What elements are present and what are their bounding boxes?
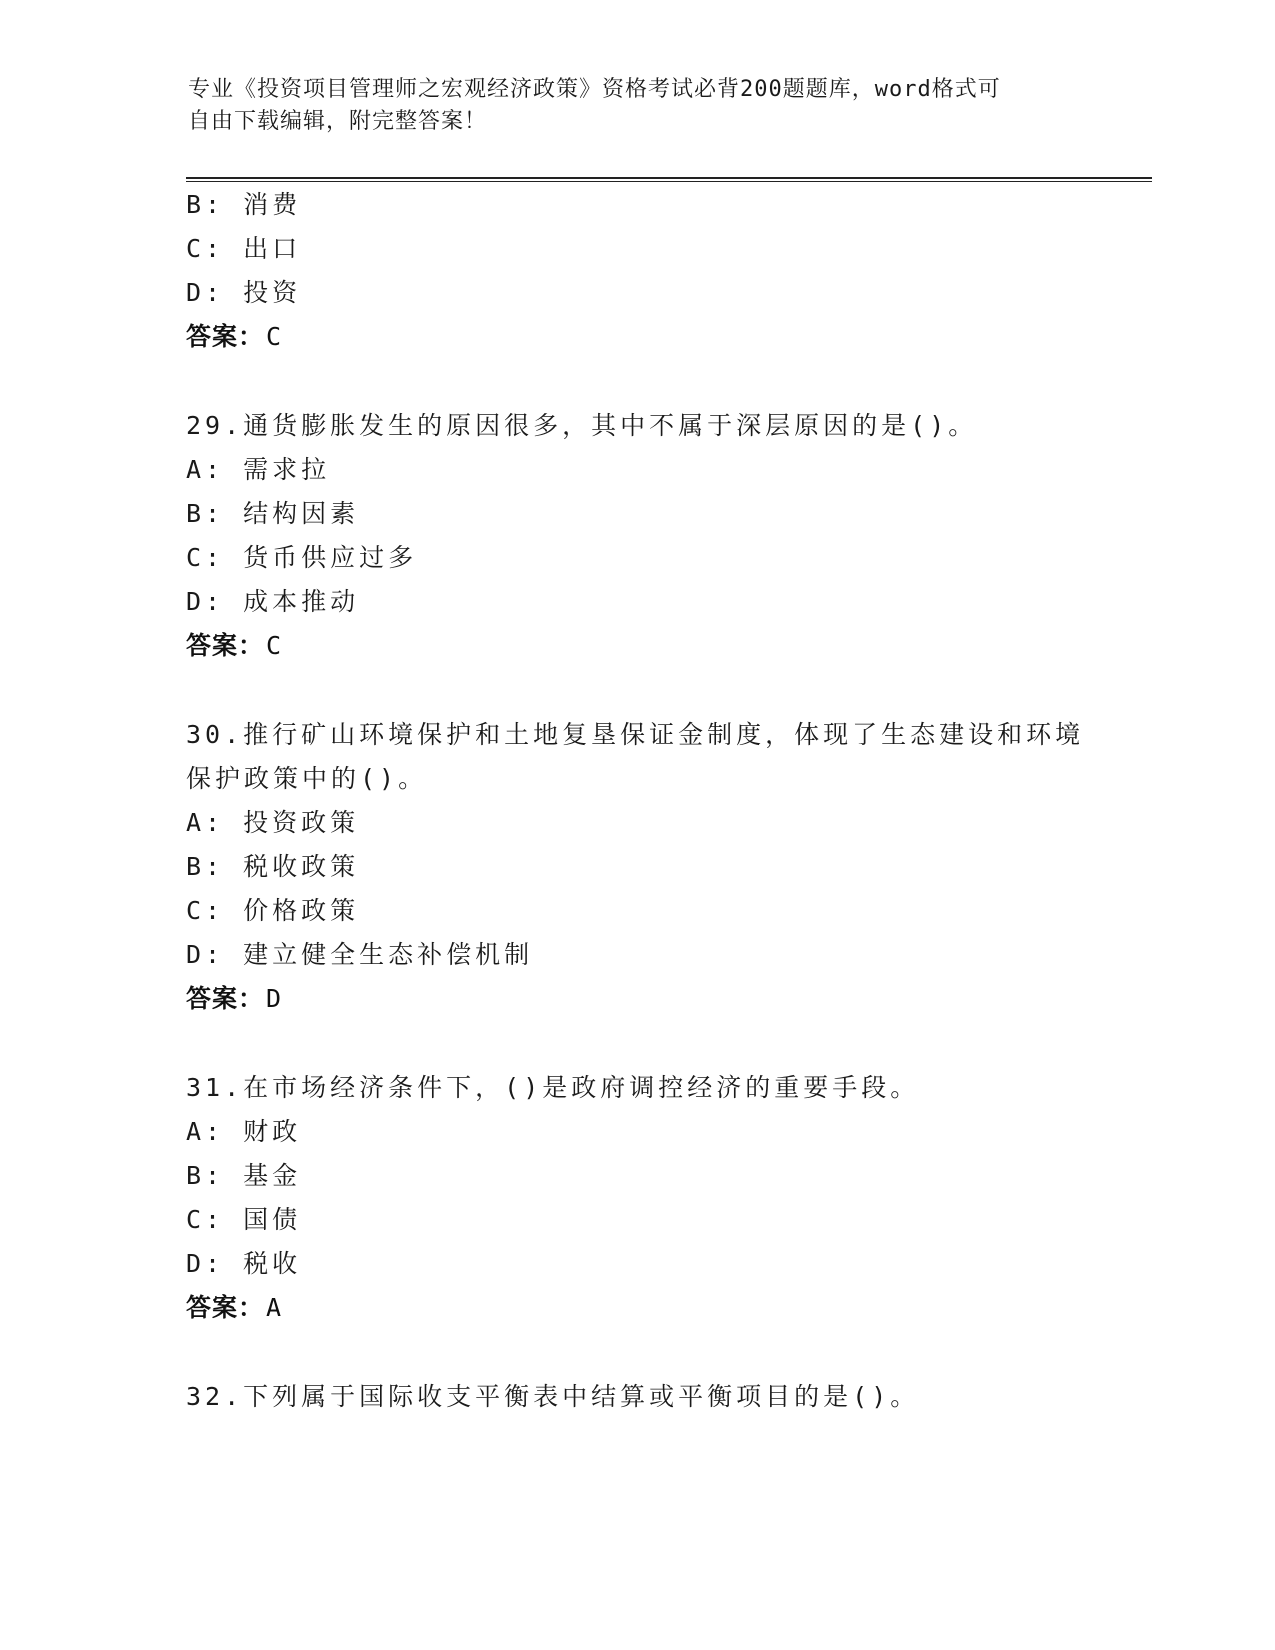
q31-option-b: B: 基金 (186, 1161, 302, 1190)
q28-answer-label: 答案： (186, 322, 265, 351)
header-line-2: 自由下载编辑，附完整答案！ (188, 109, 488, 134)
q30-answer-label: 答案： (186, 984, 265, 1013)
q30-stem-line-2: 保护政策中的()。 (186, 764, 428, 793)
q28-option-b: B: 消费 (186, 190, 302, 219)
q32-stem: 32.下列属于国际收支平衡表中结算或平衡项目的是()。 (186, 1382, 920, 1411)
q31-answer-label: 答案： (186, 1293, 265, 1322)
q31-answer (186, 1293, 282, 1323)
q30-option-c: C: 价格政策 (186, 896, 360, 925)
q29-option-c: C: 货币供应过多 (186, 543, 418, 572)
q30-stem-line-1: 30.推行矿山环境保护和土地复垦保证金制度，体现了生态建设和环境 (186, 720, 1085, 749)
q29-answer (186, 631, 282, 661)
q28-answer (186, 322, 282, 352)
q29-option-a: A: 需求拉 (186, 455, 331, 484)
q30-option-d: D: 建立健全生态补偿机制 (186, 940, 534, 969)
q30-answer-value: D (266, 984, 283, 1013)
q31-answer-value: A (266, 1293, 283, 1322)
q30-option-a: A: 投资政策 (186, 808, 360, 837)
q29-answer-value: C (266, 631, 283, 660)
header-divider (186, 177, 1152, 182)
q28-option-d: D: 投资 (186, 278, 302, 307)
q31-option-a: A: 财政 (186, 1117, 302, 1146)
header-line-1: 专业《投资项目管理师之宏观经济政策》资格考试必背200题题库，word格式可 (188, 77, 1001, 102)
q30-option-b: B: 税收政策 (186, 852, 360, 881)
q28-answer-value: C (266, 322, 283, 351)
q29-stem: 29.通货膨胀发生的原因很多，其中不属于深层原因的是()。 (186, 411, 978, 440)
document-header (188, 74, 1068, 138)
q31-option-d: D: 税收 (186, 1249, 302, 1278)
q29-option-d: D: 成本推动 (186, 587, 360, 616)
q31-option-c: C: 国债 (186, 1205, 302, 1234)
q31-stem: 31.在市场经济条件下，()是政府调控经济的重要手段。 (186, 1073, 920, 1102)
q30-answer (186, 984, 282, 1014)
q28-option-c: C: 出口 (186, 234, 302, 263)
q29-option-b: B: 结构因素 (186, 499, 360, 528)
q29-answer-label: 答案： (186, 631, 265, 660)
